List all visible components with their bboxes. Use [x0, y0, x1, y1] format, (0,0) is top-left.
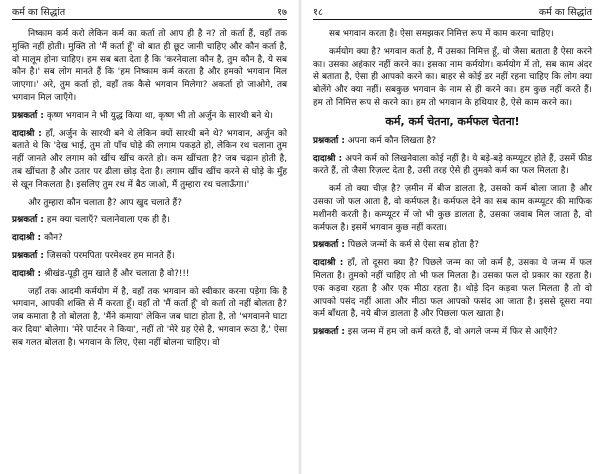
paragraph-text: सब भगवान करता है। ऐसा समझकर निमित्त रूप में काम करना चाहिए।: [329, 29, 554, 39]
paragraph-text: अपने कर्म को लिखनेवाला कोई नहीं है। ये बड़े-बड़े कम्प्यूटर होते हैं, उसमें फीड करते हैं, तो जैसा रिज़ल्ट देता है, उसी तरह ऐसे ही तुमको कर्म का फल मिलता है।: [313, 153, 592, 177]
speaker-label: प्रश्नकर्ता :: [313, 135, 348, 146]
paragraph: [313, 28, 592, 41]
paragraph-text: निष्काम कर्म करो लेकिन कर्म का कर्ता तो आप ही है न? तो कर्ता हैं, वहाँ तक मुक्ति नहीं होती। मुक्ति तो 'मैं कर्ता हूँ' वो बात ही छूट जानी चाहिए और कौन कर्ता है, वो मालूम होना चाहिए। हम सब बता देता है कि 'करनेवाला कौन है, तुम कौन है, ये सब कौन है।' सब लोग मानते हैं कि 'हम निष्काम कर्म करता है और हमको भगवान मिल जाएगा।' अरे, तुम कर्ता हो, वहाँ तक कैसे भगवान मिलेगा? अकर्ता हो जाओगे, तब भगवान मिल जाएँगे।: [12, 29, 287, 103]
paragraph-text: हाँ, अर्जुन के सारथी बने थे लेकिन क्यों सारथी बने थे? भगवान, अर्जुन को बताते थे कि 'देख भाई, तुम तो पाँच घोड़े की लगाम पकड़ते हो, लेकिन रथ चलाना तुम नहीं जानते और लगाम को खींच खींच करते हो। कम खींचता है? जब चढ़ान होती है, तब खींचता है और उतार पर ढीला छोड़ देता है। लगाम खींच खींच करने से घोड़े के मुँह से खून निकलता है। इसलिए तुम रथ में बैठ जाओ, मैं तुम्हारा रथ चलाऊँगा।': [12, 128, 287, 190]
paragraph: [12, 28, 287, 105]
right-page-number: १८: [313, 7, 323, 18]
paragraph-text: कृष्ण भगवान ने भी युद्ध किया था, कृष्ण भी तो अर्जुन के सारथी बने थे।: [46, 110, 273, 121]
paragraph-text: कर्मयोग क्या है? भगवान कर्ता है, मैं उसका निमित्त हूँ, वो जैसा बताता है ऐसा करने का। उसका अहंकार नहीं करने का। इसका नाम कर्मयोग। कर्मयोग में तो, सब काम अंदर से बताता है, ऐसा ही आपको करने का। बाहर से कोई डर नहीं रहना चाहिए कि लोग क्या बोलेंगे और क्या नहीं। सबकुछ भगवान के नाम से ही करने का। हम कुछ नहीं करते हैं। हम तो निमित्त रूप से करने का। हम तो भगवान के हथियार है, ऐसे काम करने का।: [313, 46, 592, 108]
speaker-label: प्रश्नकर्ता :: [313, 240, 348, 251]
speaker-label: प्रश्नकर्ता :: [12, 215, 47, 226]
speaker-label: दादाश्री :: [313, 258, 348, 269]
paragraph-text: पिछले जन्मों के कर्म से ऐसा सब होता है?: [347, 240, 479, 251]
paragraph: [313, 153, 592, 179]
speaker-label: दादाश्री :: [12, 233, 45, 244]
paragraph-text: कौन?: [44, 233, 63, 244]
right-page-body-top: [313, 28, 592, 110]
speaker-label: दादाश्री :: [12, 268, 45, 279]
right-page: [305, 0, 598, 474]
paragraph-text: जहाँ तक आदमी कर्मयोग में है, वहाँ तक भगवान को स्वीकार करना पड़ेगा कि है भगवान, आपकी शक्ति से मैं करता हूँ। वहाँ तो 'मैं कर्ता हूँ' वो कर्ता तो नहीं बोलता है? जब कमाता है तो बोलता है, 'मैंने कमाया' लेकिन जब घाटा होता है, तो 'भगवानने घाटा कर दिया' बोलेगा। 'मेरे पार्टनर ने किया', नहीं तो 'मेरे ग्रह ऐसे है, भगवान रूठा है,' ऐसा सब गलत बोलता है। भगवान के लिए, ऐसा नहीं बोलना चाहिए। वो: [12, 286, 287, 348]
paragraph: [12, 197, 287, 210]
paragraph-text: इस जन्म में हम जो कर्म करते हैं, वो अगले जन्म में फिर से आएँगे?: [347, 327, 558, 338]
speaker-label: प्रश्नकर्ता :: [313, 327, 348, 338]
paragraph: [12, 268, 287, 281]
paragraph: [12, 250, 287, 263]
paragraph: [12, 232, 287, 245]
paragraph: [12, 214, 287, 227]
right-page-body-bottom: [313, 135, 592, 339]
paragraph-text: और तुम्हारा कौन चलाता है? आप खुद चलाते हैं?: [28, 197, 182, 208]
left-page-body: [12, 28, 287, 350]
speaker-label: प्रश्नकर्ता :: [12, 250, 47, 261]
paragraph-text: कर्म तो क्या चीज़ है? ज़मीन में बीज डालता है, उसको कर्म बोला जाता है और उसका जो फल आता है, वो कर्मफल है। कर्मफल देने का सब काम कम्प्यूटर की माफिक मशीनरी करती है। कम्प्यूटर में जो भी कुछ डालता है, उसका जवाब मिल जाता है, वो कर्मफल है। इसमें भगवान कुछ नहीं करता।: [313, 184, 592, 233]
paragraph: [313, 239, 592, 252]
speaker-label: दादाश्री :: [12, 128, 46, 139]
paragraph-text: श्रीखंड-पूड़ी तुम खाते हैं और चलाता है वो?!!!: [44, 268, 190, 279]
paragraph-text: हम क्या चलाएँ? चलानेवाला एक ही है।: [46, 215, 170, 226]
book-gutter: [298, 0, 302, 474]
paragraph: [313, 183, 592, 234]
right-page-header: [313, 4, 592, 20]
speaker-label: प्रश्नकर्ता :: [12, 110, 47, 121]
left-page-header: [12, 4, 287, 20]
paragraph-text: अपना कर्म कौन लिखता है?: [347, 135, 436, 146]
speaker-label: दादाश्री :: [313, 153, 346, 164]
paragraph: [313, 257, 592, 321]
left-page-number: १७: [277, 7, 287, 18]
paragraph: [313, 326, 592, 339]
paragraph: [12, 128, 287, 192]
paragraph-text: हाँ, तो दूसरा क्या है? पिछले जन्म का जो कर्म है, उसका ये जन्म में फल मिलता है। तुमको नहीं चाहिए तो भी फल मिलता है। उसका फल दो प्रकार का रहता है। एक कड़वा रहता है और एक मीठा रहता है। थोड़े दिन कड़वा फल मिलता है तो वो आपको पसंद नहीं आता और मीठा फल आपको फसंद आ जाता है। इससे दूसरा नया कर्म बाँधता है, नये बीज डालता है और पिछला फल खाता है।: [313, 258, 592, 320]
left-header-title: कर्म का सिद्धांत: [12, 7, 66, 18]
section-title: कर्म, कर्म चेतना, कर्मफल चेतना!: [385, 114, 520, 128]
paragraph: [313, 135, 592, 148]
right-header-title: कर्म का सिद्धांत: [538, 7, 592, 18]
paragraph: [313, 46, 592, 110]
left-page: [2, 0, 295, 474]
paragraph-text: जिसको परमपिता परमेश्वर हम मानते हैं।: [46, 250, 175, 261]
paragraph: [12, 286, 287, 350]
paragraph: [12, 110, 287, 123]
